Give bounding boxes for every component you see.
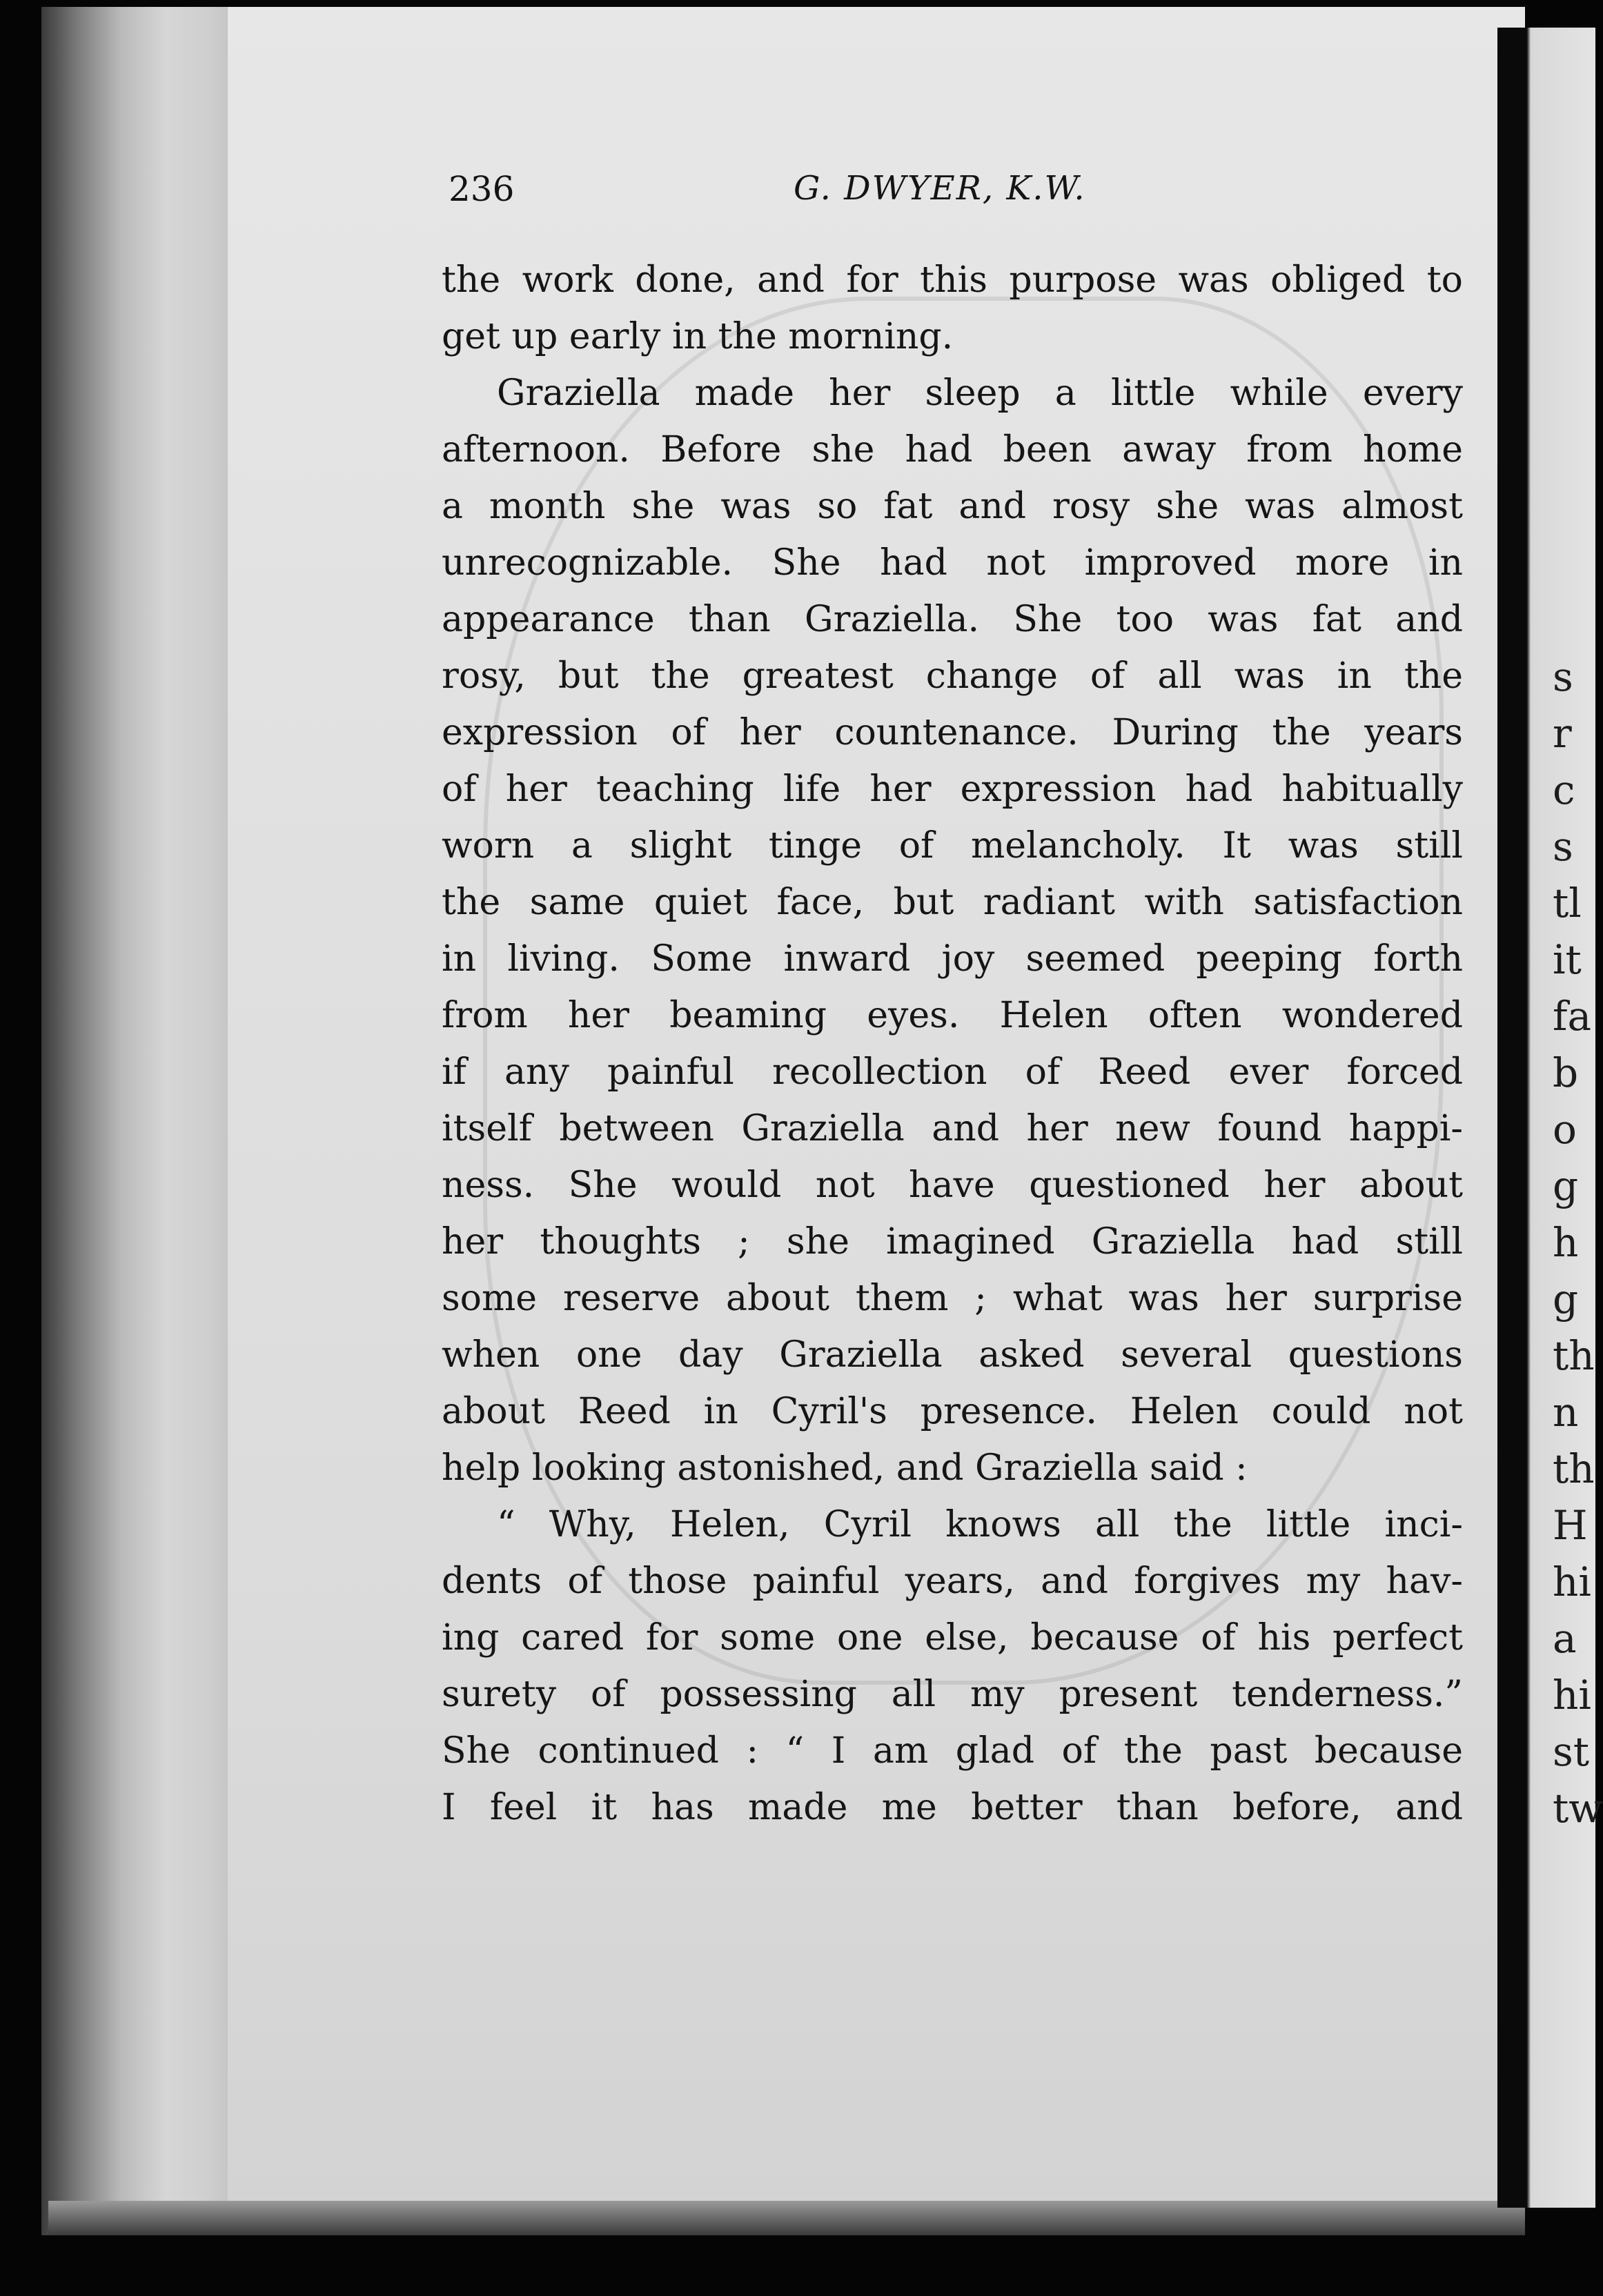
running-head: G. DWYER, K.W. (794, 169, 1086, 208)
text-line: surety of possessing all my present tenderness.” (442, 1674, 1463, 1715)
facing-page-letter: c (1553, 766, 1575, 813)
text-line: unrecognizable. She had not improved more in (442, 542, 1463, 584)
text-line: Graziella made her sleep a little while every (497, 373, 1463, 414)
facing-page-letter: th (1553, 1445, 1595, 1492)
text-line: from her beaming eyes. Helen often wondered (442, 995, 1463, 1036)
text-line: expression of her countenance. During the years (442, 712, 1463, 753)
facing-page-letter: fa (1553, 993, 1592, 1040)
facing-page-letter: s (1553, 823, 1573, 870)
text-line: itself between Graziella and her new found happi- (442, 1108, 1463, 1149)
text-line: I feel it has made me better than before, and (442, 1787, 1463, 1828)
facing-page-letter: g (1553, 1162, 1579, 1209)
text-line: She continued : “ I am glad of the past because (442, 1730, 1463, 1772)
text-line: afternoon. Before she had been away from home (442, 429, 1463, 471)
text-line: some reserve about them ; what was her surprise (442, 1278, 1463, 1319)
text-line: get up early in the morning. (442, 316, 954, 357)
text-line: help looking astonished, and Graziella said : (442, 1447, 1248, 1489)
facing-page-fragments (1553, 649, 1603, 1837)
page-bottom-edge (48, 2201, 1525, 2235)
book-gutter (41, 7, 248, 2235)
facing-page-letter: o (1553, 1106, 1577, 1153)
facing-page-letter: b (1553, 1049, 1579, 1096)
facing-page-letter: hi (1553, 1672, 1591, 1719)
text-line: of her teaching life her expression had habitually (442, 769, 1463, 810)
text-line: if any painful recollection of Reed ever forced (442, 1051, 1463, 1093)
text-line: a month she was so fat and rosy she was almost (442, 486, 1463, 527)
facing-page-letter: H (1553, 1502, 1588, 1549)
text-line: worn a slight tinge of melancholy. It was still (442, 825, 1463, 867)
text-line: ing cared for some one else, because of his perfect (442, 1617, 1463, 1659)
text-line: when one day Graziella asked several questions (442, 1334, 1463, 1376)
text-line: the same quiet face, but radiant with satisfaction (442, 882, 1463, 923)
text-line: her thoughts ; she imagined Graziella had still (442, 1221, 1463, 1263)
facing-page-letter: a (1553, 1615, 1577, 1662)
facing-page-letter: s (1553, 653, 1573, 700)
text-line: ness. She would not have questioned her about (442, 1165, 1463, 1206)
text-line: appearance than Graziella. She too was fat and (442, 599, 1463, 640)
page-header (449, 169, 1463, 217)
text-line: in living. Some inward joy seemed peeping forth (442, 938, 1463, 980)
text-line: rosy, but the greatest change of all was in the (442, 655, 1463, 697)
facing-page-letter: st (1553, 1728, 1590, 1775)
facing-page-letter: g (1553, 1276, 1579, 1323)
body-text (442, 252, 1463, 1836)
facing-page-letter: tl (1553, 880, 1582, 927)
facing-page-letter: n (1553, 1389, 1579, 1436)
page-number: 236 (449, 169, 515, 209)
facing-page-letter: r (1553, 710, 1572, 757)
facing-page-letter: it (1553, 936, 1582, 983)
text-line: “ Why, Helen, Cyril knows all the little inci- (497, 1504, 1463, 1545)
text-line: about Reed in Cyril's presence. Helen could not (442, 1391, 1463, 1432)
facing-page-letter: hi (1553, 1558, 1591, 1605)
facing-page-letter: tw (1553, 1785, 1603, 1832)
text-line: dents of those painful years, and forgives my hav- (442, 1561, 1463, 1602)
facing-page-letter: th (1553, 1332, 1595, 1379)
facing-page-letter: h (1553, 1219, 1579, 1266)
text-line: the work done, and for this purpose was obliged to (442, 259, 1463, 301)
